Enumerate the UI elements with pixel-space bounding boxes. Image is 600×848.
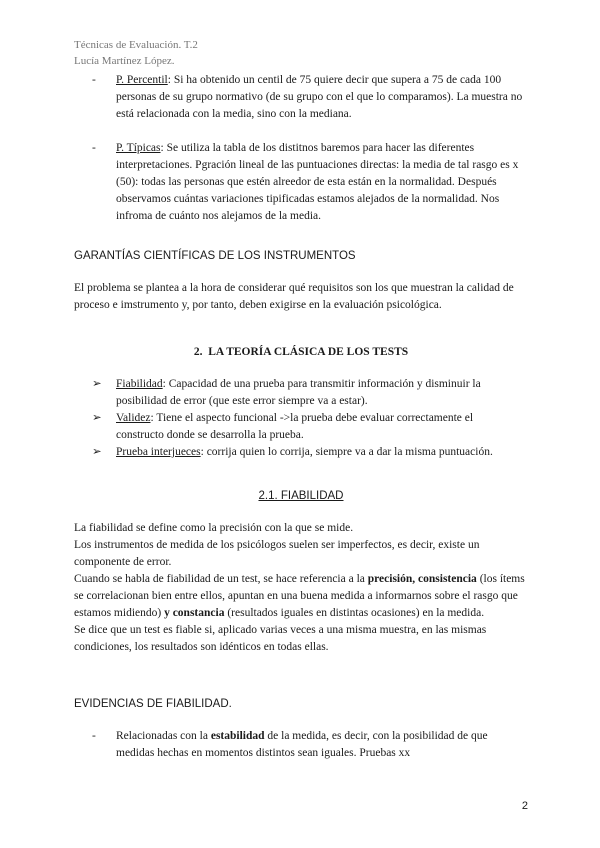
list-item <box>92 376 512 410</box>
term-interjueces: Prueba interjueces <box>116 446 201 458</box>
page-header <box>74 37 198 69</box>
dash-bullet: - <box>92 730 96 742</box>
interjueces-def: : corrija quien lo corrija, siempre va a dar la misma puntuación. <box>200 446 493 458</box>
list-item <box>92 728 512 762</box>
list-item <box>92 444 512 461</box>
section-title-text: LA TEORÍA CLÁSICA DE LOS TESTS <box>208 346 409 358</box>
term-validez: Validez <box>116 412 151 424</box>
term-tipicas: P. Típicas <box>116 142 161 154</box>
p3-text-d: (los ítems se correlacionan bien entre ellos, apuntan en una buena medida a informarnos sobre el rasgo que estamos midiendo) <box>74 573 525 619</box>
evidencias-text-a: Relacionadas con la <box>116 730 211 742</box>
properties-list <box>92 376 512 461</box>
subsection-heading: 2.1. FIABILIDAD <box>258 490 344 502</box>
garantias-paragraph: El problema se plantea a la hora de considerar qué requisitos son los que muestran la calidad de proceso e imstrumento y, por tanto, deben exigirse en la evaluación psicológica. <box>74 282 514 311</box>
arrow-bullet-icon: ➢ <box>92 378 102 390</box>
fiabilidad-p1: La fiabilidad se define como la precisión con la que se mide. <box>74 522 354 534</box>
fiabilidad-body <box>74 520 526 656</box>
list-item <box>92 140 524 225</box>
p3-text-e: (resultados iguales en distintas ocasiones) en la medida. <box>224 607 485 619</box>
fiabilidad-p4: Se dice que un test es fiable si, aplicado varias veces a una misma muestra, en las mismas condiciones, los resultados son idénticos en todas ellas. <box>74 624 487 653</box>
arrow-bullet-icon: ➢ <box>92 412 102 424</box>
evidencias-text-b: de la medida, es decir, con la posibilidad de que medidas hechas en momentos distintos sean iguales. Pruebas xx <box>116 730 488 759</box>
bold-consistencia: consistencia <box>418 573 477 585</box>
section-number: 2. <box>193 346 203 358</box>
header-subject: Técnicas de Evaluación. T.2 <box>74 39 198 51</box>
bold-estabilidad: estabilidad <box>210 730 265 742</box>
percentil-text: : Si ha obtenido un centil de 75 quiere decir que supera a 75 de cada 100 personas de su grupo normativo (de su grupo con el que lo comparamos). La muestra no está relacionada con la media, sino con la mediana. <box>116 74 523 120</box>
dash-bullet: - <box>92 142 96 154</box>
fiabilidad-p2: Los instrumentos de medida de los psicólogos suelen ser imperfectos, es decir, existe un componente de error. <box>74 539 480 568</box>
p3-text-a: Cuando se habla de fiabilidad de un test, se hace referencia a la <box>74 573 368 585</box>
evidencias-list <box>92 728 512 762</box>
bold-constancia: y constancia <box>164 607 225 619</box>
arrow-bullet-icon: ➢ <box>92 446 102 458</box>
list-item <box>92 410 512 444</box>
bold-precision: precisión <box>367 573 413 585</box>
tipicas-text: : Se utiliza la tabla de los distitnos baremos para hacer las diferentes interpretaciones. Pgración lineal de las puntuaciones directas: la media de tal rasgo es x (50): todas las personas que estén alreedor de esta están en la normalidad. Después observamos cuántas variaciones tipificadas estamos alejados de la normalidad. Nos infroma de cuánto nos alejamos de la media. <box>116 142 519 222</box>
list-item <box>92 72 524 123</box>
p3-comma: , <box>412 573 419 585</box>
fiabilidad-def: : Capacidad de una prueba para transmitir información y disminuir la posibilidad de error (que este error siempre va a estar). <box>116 378 481 407</box>
dash-bullet: - <box>92 74 96 86</box>
page-number: 2 <box>521 800 528 812</box>
score-types-list <box>92 72 524 225</box>
term-percentil: P. Percentil <box>116 74 168 86</box>
section-title <box>74 344 528 361</box>
evidencias-heading: EVIDENCIAS DE FIABILIDAD. <box>74 698 232 710</box>
fiabilidad-p3 <box>74 571 526 622</box>
term-fiabilidad: Fiabilidad <box>116 378 163 390</box>
validez-def: : Tiene el aspecto funcional ->la prueba debe evaluar correctamente el constructo donde se desarrolla la prueba. <box>116 412 474 441</box>
header-author: Lucía Martínez López. <box>74 55 175 67</box>
garantias-heading: GARANTÍAS CIENTÍFICAS DE LOS INSTRUMENTOS <box>74 250 356 262</box>
